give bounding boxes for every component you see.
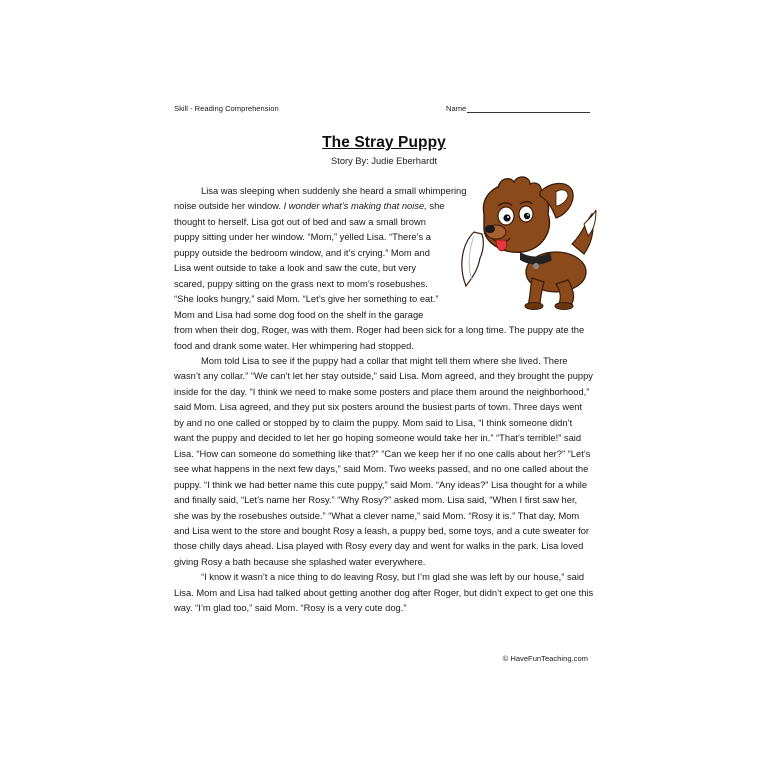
skill-label: Skill - Reading Comprehension — [174, 104, 279, 113]
puppy-icon — [444, 174, 604, 314]
story-paragraph-3: “I know it wasn’t a nice thing to do leaving Rosy, but I’m glad she was left by our house,” said Lisa. Mom and Lisa had talked about getting another dog after Roger, but didn’t expect to get one this way. “I’m glad too,” said Mom. “Rosy is a very cute dog.” — [174, 572, 594, 614]
name-blank-line[interactable] — [467, 104, 590, 113]
story-paragraph-2: Mom told Lisa to see if the puppy had a collar that might tell them where she lived. There wasn’t any collar.” “We can’t let her stay outside,” said Lisa. Mom agreed, and they brought the puppy inside for the day. “I think we need to make some posters and place them around the neighborhood,” said Mom. Lisa agreed, and they put six posters around the busiest parts of town. Three days went by and no one called or stopped by to claim the puppy. Mom said to Lisa, “I think someone didn’t want the puppy and decided to let her go hoping someone would take her in.” “That’s terrible!” said Lisa. “How can someone do something like that?” “Can we keep her if no one calls about her?” “Let’s see what happens in the next few days,” said Mom. Two weeks passed, and no one called about the puppy. “I think we had better name this cute puppy,” said Mom. “Any ideas?” Lisa thought for a while and finally said, “Let’s name her Rosy.” “Why Rosy?” asked mom. Lisa said, “When I first saw her, she was by the rosebushes outside.” “What a clever name,” said Mom. “Rosy it is.” That day, Mom and Lisa went to the store and bought Rosy a leash, a puppy bed, some toys, and a cute sweater for those chilly days ahead. Lisa played with Rosy every day and went for walks in the park. Lisa loved giving Rosy a bath because she splashed water everywhere. — [174, 355, 593, 567]
name-label: Name — [446, 104, 467, 113]
story-body — [174, 184, 594, 617]
copyright-notice: © HaveFunTeaching.com — [502, 654, 588, 663]
puppy-illustration — [444, 174, 604, 314]
name-field[interactable] — [446, 104, 590, 113]
story-title: The Stray Puppy — [322, 134, 446, 151]
story-paragraph-1: Lisa was sleeping when suddenly she heard a small whimpering noise outside her window. I wonder what’s making that noise, she thought to herself. Lisa got out of bed and saw a small brown puppy sitting under her window. “Mom,” yelled Lisa. “There’s a puppy outside the bedroom window, and it’s crying.” Mom and Lisa went outside to take a look and saw the cute, but very scared, puppy sitting on the grass next to mom’s rosebushes. “She looks hungry,” said Mom. “Let’s give her something to eat.” Mom and Lisa had some dog food on the shelf in the garage from when their dog, Roger, was with them. Roger had been sick for a long time. The puppy ate the food and drank some water. Her whimpering had stopped. — [174, 186, 585, 351]
story-byline: Story By: Judie Eberhardt — [331, 156, 437, 166]
